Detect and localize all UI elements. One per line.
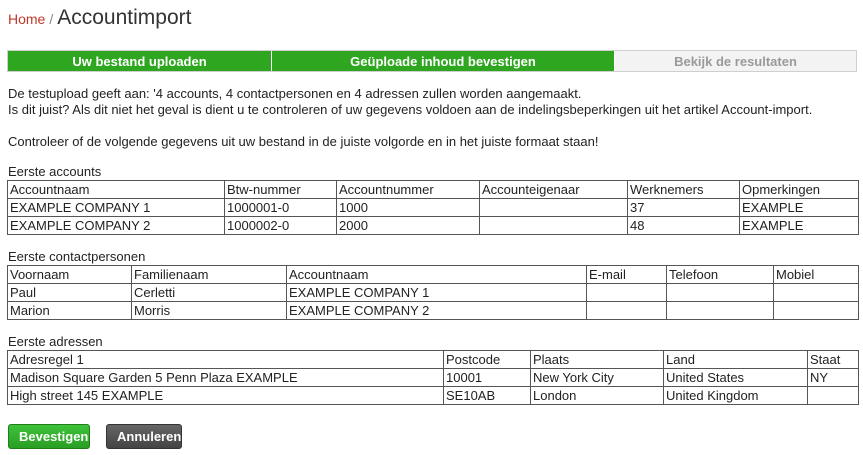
table-cell: [667, 302, 774, 320]
table-cell: 37: [628, 199, 740, 217]
table-cell: United Kingdom: [664, 387, 808, 405]
column-header: Mobiel: [774, 266, 859, 284]
column-header: Accountnummer: [337, 181, 480, 199]
column-header: Plaats: [531, 351, 664, 369]
table-cell: EXAMPLE COMPANY 2: [8, 217, 225, 235]
table-row: [8, 387, 859, 405]
table-cell: [774, 284, 859, 302]
table-cell: [587, 302, 667, 320]
table-row: [8, 302, 859, 320]
table-cell: Paul: [8, 284, 132, 302]
table-cell: 1000: [337, 199, 480, 217]
page-title: Accountimport: [57, 6, 192, 29]
step-upload: Uw bestand uploaden: [8, 51, 272, 71]
table-cell: EXAMPLE: [740, 199, 859, 217]
breadcrumb-home-link[interactable]: Home: [8, 11, 46, 27]
progress-steps: [7, 50, 857, 72]
step-confirm: Geüploade inhoud bevestigen: [272, 51, 615, 71]
table-cell: [587, 284, 667, 302]
table-header-row: [8, 266, 859, 284]
table-header-row: [8, 351, 859, 369]
table-cell: NY: [808, 369, 859, 387]
table-cell: SE10AB: [444, 387, 531, 405]
table-cell: Marion: [8, 302, 132, 320]
table-row: [8, 199, 859, 217]
table-cell: EXAMPLE: [740, 217, 859, 235]
table-cell: Cerletti: [132, 284, 287, 302]
table-cell: [667, 284, 774, 302]
table-cell: London: [531, 387, 664, 405]
step-results: Bekijk de resultaten: [615, 51, 856, 71]
table-cell: 10001: [444, 369, 531, 387]
table-cell: Madison Square Garden 5 Penn Plaza EXAMPLE: [8, 369, 444, 387]
column-header: Accounteigenaar: [480, 181, 628, 199]
table-cell: High street 145 EXAMPLE: [8, 387, 444, 405]
table-row: [8, 217, 859, 235]
table-cell: 48: [628, 217, 740, 235]
table-row: [8, 369, 859, 387]
table-cell: [480, 217, 628, 235]
cancel-button[interactable]: Annuleren: [106, 424, 182, 449]
column-header: Accountnaam: [287, 266, 587, 284]
column-header: Voornaam: [8, 266, 132, 284]
instruction-text: Controleer of de volgende gegevens uit uw bestand in de juiste volgorde en in het juiste formaat staan!: [8, 134, 599, 149]
column-header: Accountnaam: [8, 181, 225, 199]
accounts-table: [7, 180, 859, 235]
column-header: E-mail: [587, 266, 667, 284]
breadcrumb-separator: /: [49, 11, 54, 27]
table-cell: [480, 199, 628, 217]
column-header: Postcode: [444, 351, 531, 369]
table-header-row: [8, 181, 859, 199]
table-cell: New York City: [531, 369, 664, 387]
contacts-section-title: Eerste contactpersonen: [8, 249, 146, 264]
table-cell: [808, 387, 859, 405]
contacts-table: [7, 265, 859, 320]
table-cell: EXAMPLE COMPANY 1: [8, 199, 225, 217]
addresses-table: [7, 350, 859, 405]
table-cell: [774, 302, 859, 320]
breadcrumb: [8, 6, 191, 30]
column-header: Telefoon: [667, 266, 774, 284]
table-row: [8, 284, 859, 302]
column-header: Familienaam: [132, 266, 287, 284]
table-cell: United States: [664, 369, 808, 387]
confirm-button[interactable]: Bevestigen: [8, 424, 90, 449]
column-header: Btw-nummer: [225, 181, 337, 199]
table-cell: EXAMPLE COMPANY 2: [287, 302, 587, 320]
intro-text: [8, 86, 812, 118]
column-header: Werknemers: [628, 181, 740, 199]
table-cell: 1000002-0: [225, 217, 337, 235]
accounts-section-title: Eerste accounts: [8, 164, 102, 179]
intro-line-2: Is dit juist? Als dit niet het geval is dient u te controleren of uw gegevens voldoen aan de indelingsbeperkingen uit het artikel Account-import.: [8, 102, 813, 117]
table-cell: Morris: [132, 302, 287, 320]
column-header: Opmerkingen: [740, 181, 859, 199]
table-cell: 2000: [337, 217, 480, 235]
intro-line-1: De testupload geeft aan: '4 accounts, 4 contactpersonen en 4 adressen zullen worden aangemaakt.: [8, 86, 582, 101]
addresses-section-title: Eerste adressen: [8, 334, 103, 349]
column-header: Staat: [808, 351, 859, 369]
table-cell: 1000001-0: [225, 199, 337, 217]
column-header: Land: [664, 351, 808, 369]
column-header: Adresregel 1: [8, 351, 444, 369]
table-cell: EXAMPLE COMPANY 1: [287, 284, 587, 302]
